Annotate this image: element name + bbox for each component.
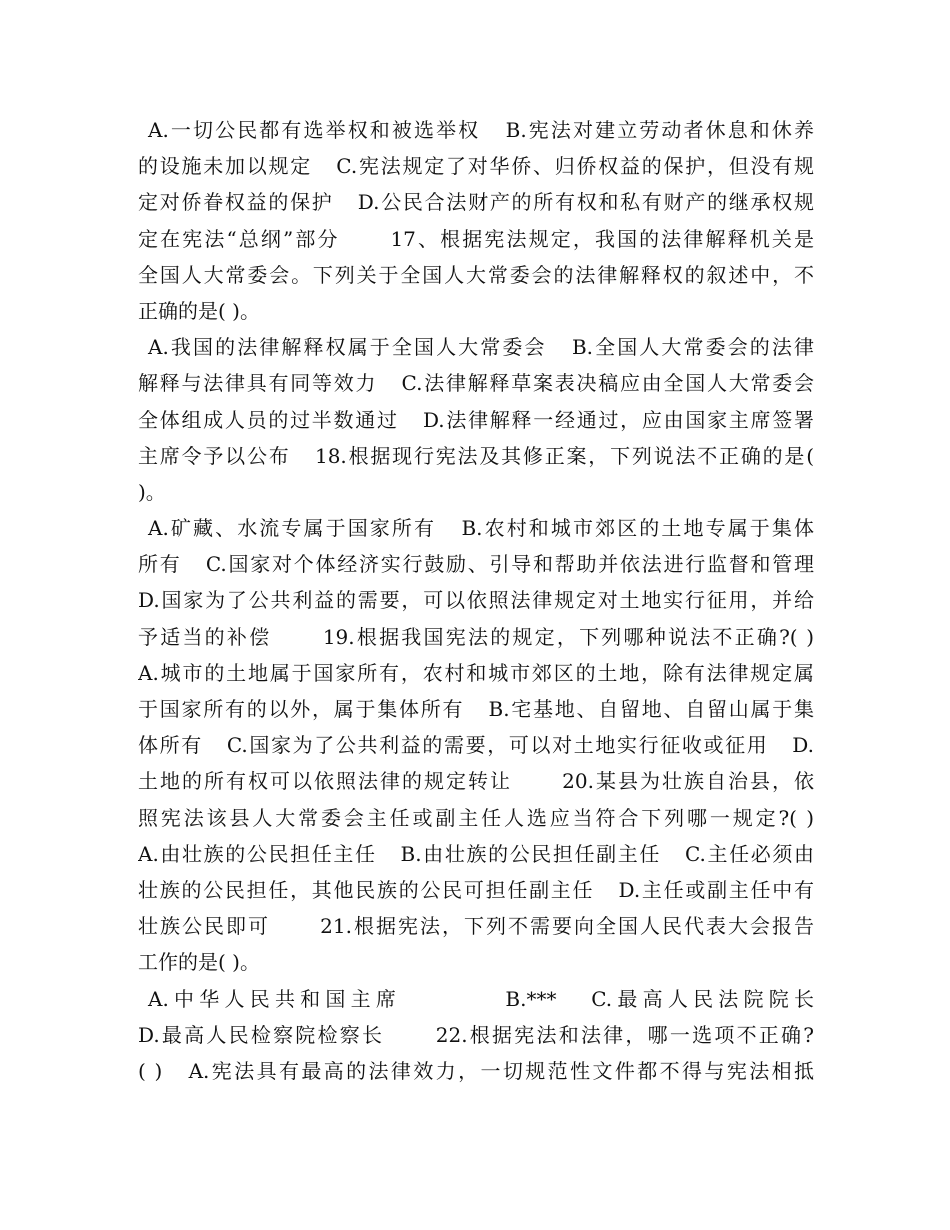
- text-line: 正确的是( )。: [138, 298, 260, 323]
- text-line: 于国家所有的以外，属于集体所有 B.宅基地、自留地、自留山属于集: [138, 697, 814, 721]
- text-line: A.中华人民共和国主席 B.*** C.最高人民法院院长: [148, 986, 814, 1011]
- text-line: 全国人大常委会。下列关于全国人大常委会的法律解释权的叙述中，不: [138, 262, 814, 287]
- text-line: 壮族的公民担任，其他民族的公民可担任副主任 D.主任或副主任中有: [138, 877, 814, 902]
- text-line: 主席令予以公布 18.根据现行宪法及其修正案，下列说法不正确的是(: [138, 443, 814, 468]
- text-line: A.由壮族的公民担任主任 B.由壮族的公民担任副主任 C.主任必须由: [138, 841, 814, 866]
- document-text-body: [138, 112, 814, 1089]
- text-line: 予适当的补偿 19.根据我国宪法的规定，下列哪种说法不正确?( ): [138, 624, 814, 649]
- text-line: )。: [138, 479, 166, 504]
- text-line: 体所有 C.国家为了公共利益的需要，可以对土地实行征收或征用 D.: [138, 733, 814, 758]
- text-line: 壮族公民即可 21.根据宪法，下列不需要向全国人民代表大会报告: [138, 914, 814, 939]
- text-line: A.我国的法律解释权属于全国人大常委会 B.全国人大常委会的法律: [148, 335, 814, 360]
- text-line: 定对侨眷权益的保护 D.公民合法财产的所有权和私有财产的继承权规: [138, 190, 814, 215]
- text-line: ( ) A.宪法具有最高的法律效力，一切规范性文件都不得与宪法相抵: [138, 1058, 814, 1083]
- text-line: A.矿藏、水流专属于国家所有 B.农村和城市郊区的土地专属于集体: [148, 516, 814, 541]
- text-line: A.一切公民都有选举权和被选举权 B.宪法对建立劳动者休息和休养: [148, 118, 814, 142]
- text-line: A.城市的土地属于国家所有，农村和城市郊区的土地，除有法律规定属: [138, 660, 814, 685]
- text-line: 的设施未加以规定 C.宪法规定了对华侨、归侨权益的保护，但没有规: [138, 154, 814, 179]
- text-line: 所有 C.国家对个体经济实行鼓励、引导和帮助并依法进行监督和管理: [138, 552, 814, 577]
- text-line: 解释与法律具有同等效力 C.法律解释草案表决稿应由全国人大常委会: [138, 371, 814, 396]
- text-line: 土地的所有权可以依照法律的规定转让 20.某县为壮族自治县，依: [138, 769, 814, 794]
- text-line: D.最高人民检察院检察长 22.根据宪法和法律，哪一选项不正确?: [138, 1022, 814, 1047]
- text-line: 工作的是( )。: [138, 950, 260, 975]
- text-line: 定在宪法“总纲”部分 17、根据宪法规定，我国的法律解释机关是: [138, 226, 814, 251]
- text-line: D.国家为了公共利益的需要，可以依照法律规定对土地实行征用，并给: [138, 588, 814, 613]
- text-line: 照宪法该县人大常委会主任或副主任人选应当符合下列哪一规定?( ): [138, 805, 814, 830]
- text-line: 全体组成人员的过半数通过 D.法律解释一经通过，应由国家主席签署: [138, 407, 814, 432]
